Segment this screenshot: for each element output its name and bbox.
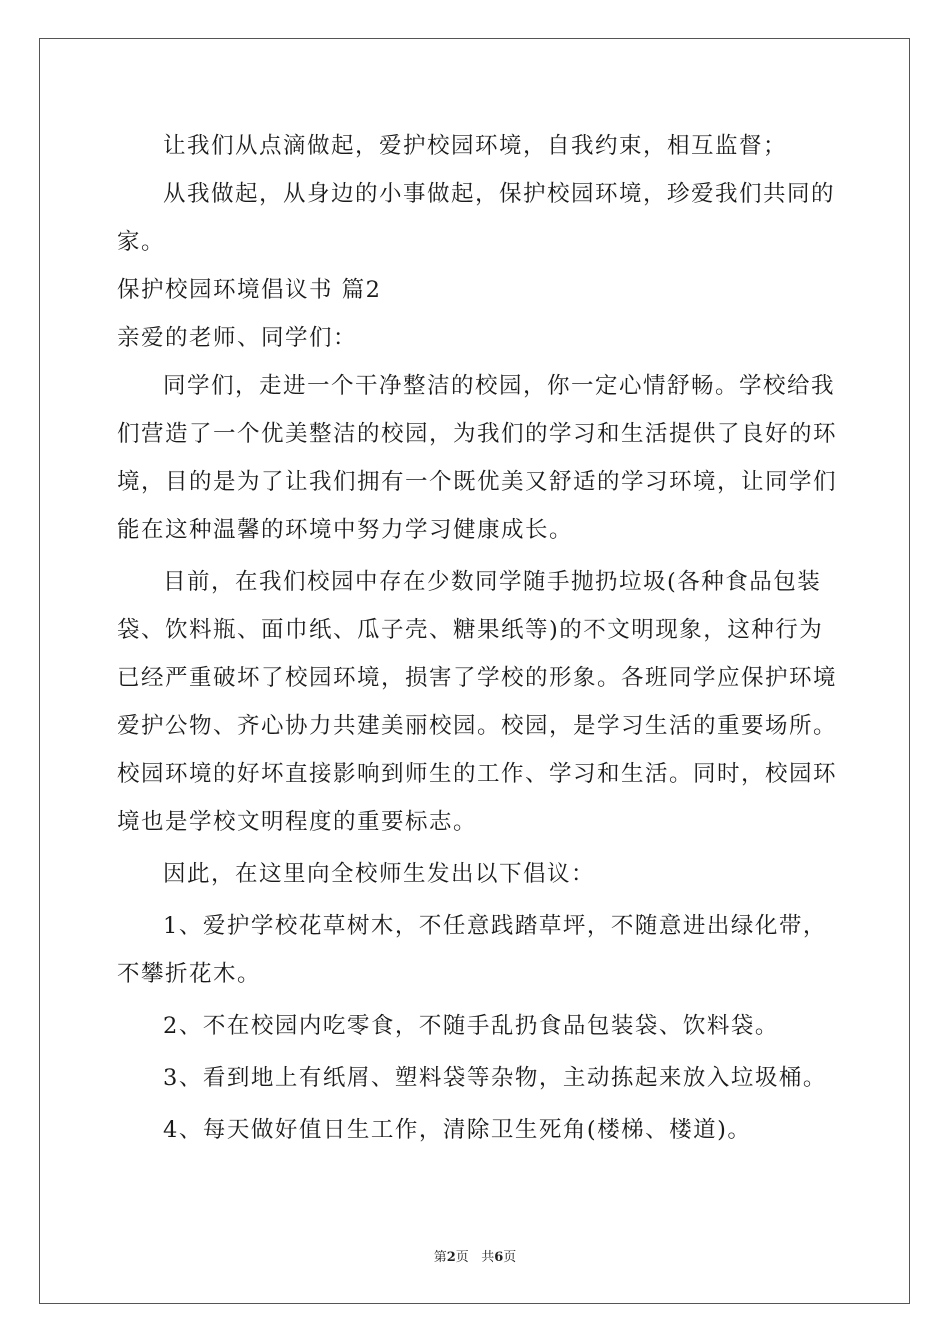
paragraph-line: 同学们，走进一个干净整洁的校园，你一定心情舒畅。学校给我	[163, 373, 836, 399]
paragraph-line: 让我们从点滴做起，爱护校园环境，自我约束，相互监督；	[163, 133, 788, 159]
paragraph-line: 目前，在我们校园中存在少数同学随手抛扔垃圾(各种食品包装	[163, 569, 822, 595]
list-item-line: 4、每天做好值日生工作，清除卫生死角(楼梯、楼道)。	[163, 1117, 752, 1143]
paragraph-line: 爱护公物、齐心协力共建美丽校园。校园，是学习生活的重要场所。	[117, 713, 838, 739]
list-item-line: 3、看到地上有纸屑、塑料袋等杂物，主动拣起来放入垃圾桶。	[163, 1065, 827, 1091]
paragraph-line: 境，目的是为了让我们拥有一个既优美又舒适的学习环境，让同学们	[117, 469, 838, 495]
paragraph-line: 家。	[117, 229, 166, 255]
list-item-line: 2、不在校园内吃零食，不随手乱扔食品包装袋、饮料袋。	[163, 1013, 779, 1039]
total-pages: 6	[494, 1250, 504, 1265]
page-prefix: 第	[433, 1250, 447, 1265]
list-item-line: 1、爱护学校花草树木，不任意践踏草坪，不随意进出绿化带，	[163, 913, 827, 939]
section-heading: 保护校园环境倡议书 篇2	[117, 277, 382, 303]
paragraph-line: 已经严重破坏了校园环境，损害了学校的形象。各班同学应保护环境	[117, 665, 838, 691]
total-suffix: 页	[503, 1250, 517, 1265]
paragraph-line: 校园环境的好坏直接影响到师生的工作、学习和生活。同时，校园环	[117, 761, 838, 787]
page-number: 2	[446, 1250, 456, 1265]
paragraph-line: 因此，在这里向全校师生发出以下倡议：	[163, 861, 596, 887]
paragraph-line: 从我做起，从身边的小事做起，保护校园环境，珍爱我们共同的	[163, 181, 836, 207]
paragraph-line: 袋、饮料瓶、面巾纸、瓜子壳、糖果纸等)的不文明现象，这种行为	[117, 617, 824, 643]
page-footer	[0, 1246, 950, 1265]
document-body	[117, 126, 837, 1150]
paragraph-line: 能在这种温馨的环境中努力学习健康成长。	[117, 517, 574, 543]
salutation: 亲爱的老师、同学们：	[117, 325, 358, 351]
page-suffix: 页	[455, 1250, 469, 1265]
list-item-line: 不攀折花木。	[117, 961, 262, 987]
paragraph-line: 境也是学校文明程度的重要标志。	[117, 809, 478, 835]
total-prefix: 共	[481, 1250, 495, 1265]
paragraph-line: 们营造了一个优美整洁的校园，为我们的学习和生活提供了良好的环	[117, 421, 838, 447]
